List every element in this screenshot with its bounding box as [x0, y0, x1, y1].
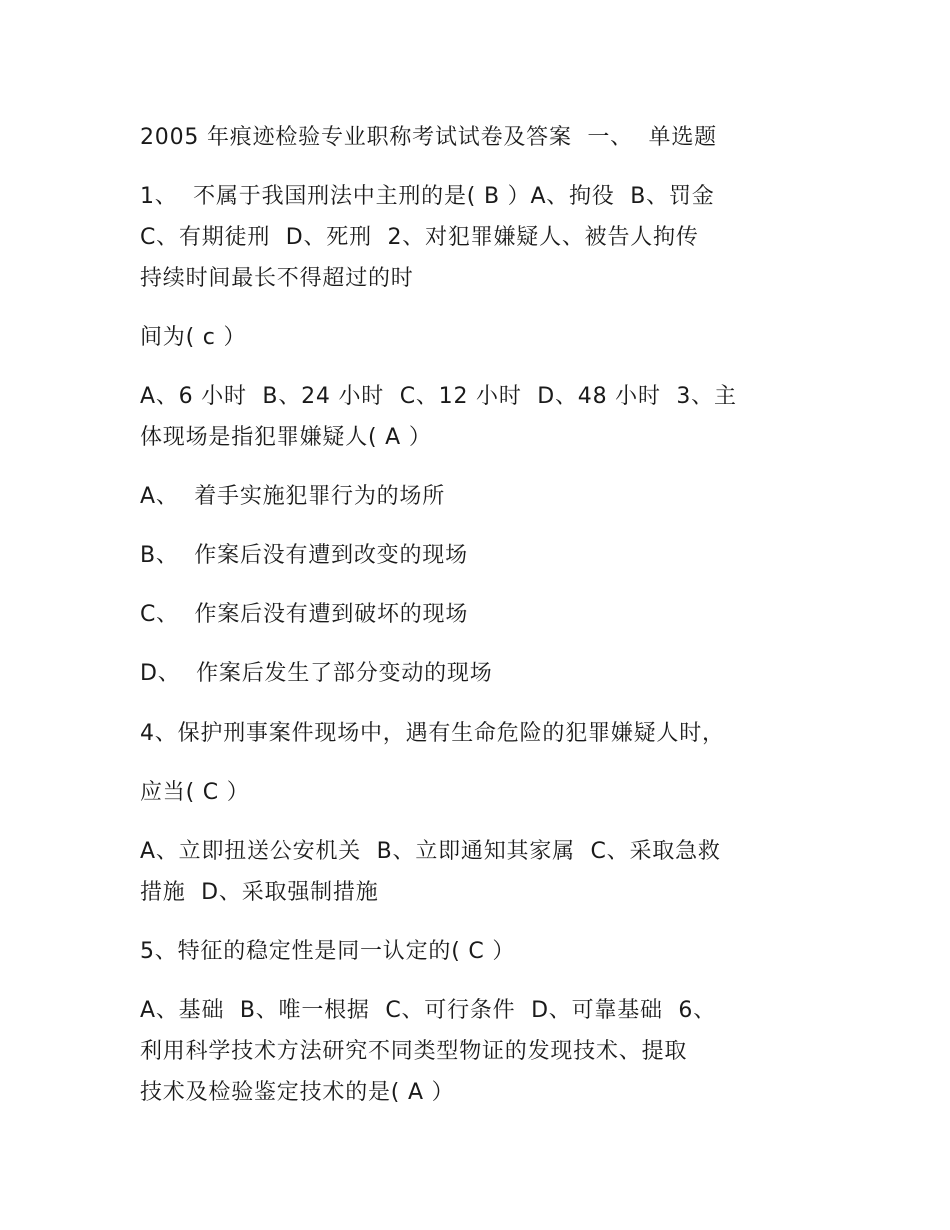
- title-line: 2005 年痕迹检验专业职称考试试卷及答案 一、 单选题: [140, 125, 717, 150]
- question-3-option-a: A、 着手实施犯罪行为的场所: [140, 484, 446, 509]
- question-4-options-line: A、立即扭送公安机关 B、立即通知其家属 C、采取急救: [140, 839, 721, 864]
- question-1-line: 1、 不属于我国刑法中主刑的是( B ）A、拘役 B、罚金: [140, 184, 715, 209]
- question-4-answer-line: 应当( C ）: [140, 780, 250, 805]
- question-2-text-line: 持续时间最长不得超过的时: [140, 266, 414, 291]
- question-2-options-line: A、6 小时 B、24 小时 C、12 小时 D、48 小时 3、主: [140, 384, 737, 409]
- question-3-option-c: C、 作案后没有遭到破坏的现场: [140, 602, 469, 627]
- question-4-text-line: 4、保护刑事案件现场中，遇有生命危险的犯罪嫌疑人时，: [140, 721, 725, 746]
- question-3-text-line: 体现场是指犯罪嫌疑人( A ）: [140, 425, 432, 450]
- question-2-answer-line: 间为( c ）: [140, 325, 247, 350]
- question-1-options-line: C、有期徒刑 D、死刑 2、对犯罪嫌疑人、被告人拘传: [140, 225, 699, 250]
- question-6-text-line: 利用科学技术方法研究不同类型物证的发现技术、提取: [140, 1039, 688, 1064]
- question-5-text-line: 5、特征的稳定性是同一认定的( C ）: [140, 939, 516, 964]
- question-4-options-cont-line: 措施 D、采取强制措施: [140, 880, 379, 905]
- question-3-option-d: D、 作案后发生了部分变动的现场: [140, 661, 493, 686]
- question-6-text-cont-line: 技术及检验鉴定技术的是( A ）: [140, 1080, 455, 1105]
- question-3-option-b: B、 作案后没有遭到改变的现场: [140, 543, 468, 568]
- question-5-options-line: A、基础 B、唯一根据 C、可行条件 D、可靠基础 6、: [140, 998, 716, 1023]
